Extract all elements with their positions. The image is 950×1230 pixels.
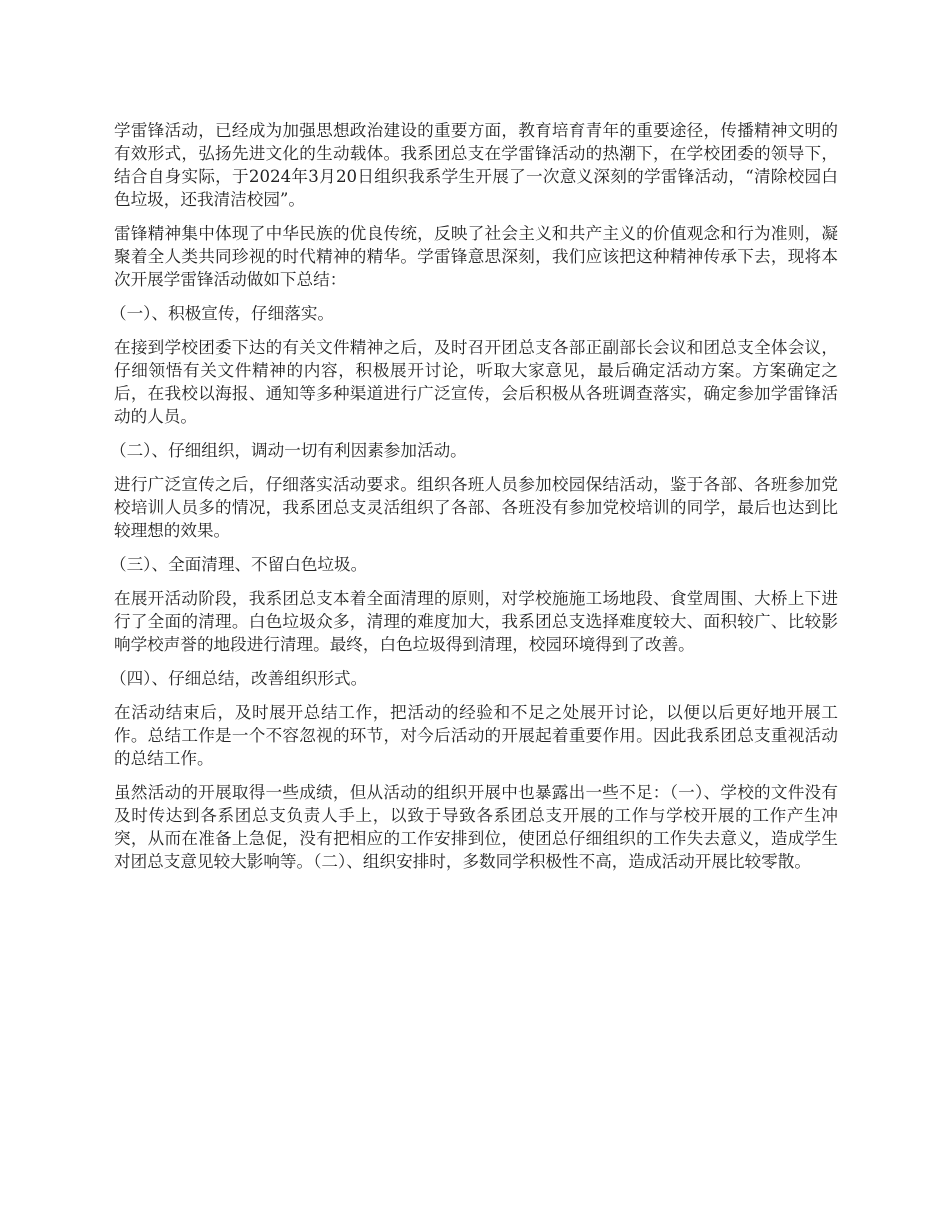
paragraph-spirit: 雷锋精神集中体现了中华民族的优良传统，反映了社会主义和共产主义的价值观念和行为准则，凝聚着全人类共同珍视的时代精神的精华。学雷锋意思深刻，我们应该把这种精神传承下去，现将本次开展学雷锋活动做如下总结： — [114, 224, 838, 289]
document-body — [110, 119, 838, 884]
paragraph-shortcomings: 虽然活动的开展取得一些成绩，但从活动的组织开展中也暴露出一些不足：（一）、学校的文件没有及时传达到各系团总支负责人手上，以致于导致各系团总支开展的工作与学校开展的工作产生冲突，从而在准备上急促，没有把相应的工作安排到位，使团总仔细组织的工作失去意义，造成学生对团总支意见较大影响等。（二）、组织安排时，多数同学积极性不高，造成活动开展比较零散。 — [114, 783, 838, 871]
paragraph-section-3: 在展开活动阶段，我系团总支本着全面清理的原则，对学校施施工场地段、食堂周围、大桥上下进行了全面的清理。白色垃圾众多，清理的难度加大，我系团总支选择难度较大、面积较广、比较影响学校声誉的地段进行清理。最终，白色垃圾得到清理，校园环境得到了改善。 — [114, 589, 838, 654]
section-heading-2: （二）、仔细组织，调动一切有利因素参加活动。 — [110, 441, 467, 460]
section-heading-3: （三）、全面清理、不留白色垃圾。 — [110, 555, 368, 574]
section-heading-1: （一）、积极宣传，仔细落实。 — [110, 304, 335, 323]
paragraph-intro: 学雷锋活动，已经成为加强思想政治建设的重要方面，教育培育青年的重要途径，传播精神文明的有效形式，弘扬先进文化的生动载体。我系团总支在学雷锋活动的热潮下，在学校团委的领导下，结合自身实际，于2024年3月20日组织我系学生开展了一次意义深刻的学雷锋活动，“清除校园白色垃圾，还我清洁校园”。 — [114, 121, 838, 209]
paragraph-section-4: 在活动结束后，及时展开总结工作，把活动的经验和不足之处展开讨论，以便以后更好地开展工作。总结工作是一个不容忽视的环节，对今后活动的开展起着重要作用。因此我系团总支重视活动的总结工作。 — [114, 703, 838, 768]
paragraph-section-2: 进行广泛宣传之后，仔细落实活动要求。组织各班人员参加校园保结活动，鉴于各部、各班参加党校培训人员多的情况，我系团总支灵活组织了各部、各班没有参加党校培训的同学，最后也达到比较理想的效果。 — [114, 475, 838, 540]
paragraph-section-1: 在接到学校团委下达的有关文件精神之后，及时召开团总支各部正副部长会议和团总支全体会议，仔细领悟有关文件精神的内容，积极展开讨论，听取大家意见，最后确定活动方案。方案确定之后，在我校以海报、通知等多种渠道进行广泛宣传，会后积极从各班调查落实，确定参加学雷锋活动的人员。 — [114, 338, 838, 426]
section-heading-4: （四）、仔细总结，改善组织形式。 — [110, 669, 368, 688]
